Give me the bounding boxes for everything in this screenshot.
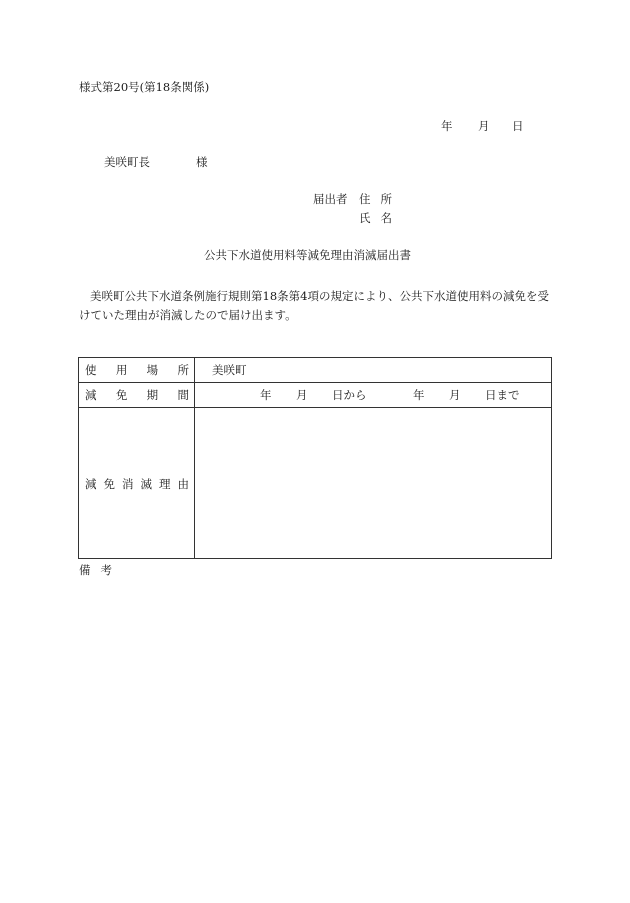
label-char: 滅 — [140, 477, 152, 491]
address-label: 住所 — [359, 192, 402, 206]
form-table — [78, 357, 552, 559]
label-char: 由 — [177, 477, 189, 491]
name-label: 氏名 — [359, 211, 402, 225]
label-char: 用 — [115, 363, 128, 377]
label-char: 所 — [177, 363, 189, 377]
period-from-year: 年 — [260, 388, 272, 402]
addressee-name: 美咲町長 — [104, 155, 150, 169]
label-char: 使 — [85, 363, 97, 377]
period-to-day: 日まで — [485, 388, 520, 402]
label-char: 理 — [159, 477, 171, 491]
location-value: 美咲町 — [212, 363, 247, 377]
filer-label: 届出者 — [313, 192, 348, 206]
row-divider — [79, 382, 551, 383]
period-from-day: 日から — [332, 388, 367, 402]
label-char: 消 — [122, 477, 134, 491]
body-text: 美咲町公共下水道条例施行規則第18条第4項の規定により、公共下水道使用料の減免を受けていた理由が消滅したので届け出ます。 — [79, 289, 549, 322]
label-char: 場 — [146, 363, 159, 377]
label-char: 間 — [177, 388, 189, 402]
reason-label — [85, 479, 189, 491]
document-title: 公共下水道使用料等減免理由消滅届出書 — [204, 248, 411, 262]
label-char: 減 — [85, 388, 97, 402]
period-to-year: 年 — [413, 388, 425, 402]
form-number: 様式第20号(第18条関係) — [79, 80, 210, 94]
date-day-label: 日 — [512, 119, 524, 133]
addressee-honorific: 様 — [196, 155, 208, 169]
period-to-month: 月 — [449, 388, 461, 402]
period-from-month: 月 — [296, 388, 308, 402]
label-char: 免 — [103, 477, 115, 491]
period-label — [85, 390, 189, 402]
row-divider — [79, 407, 551, 408]
column-divider — [194, 358, 195, 558]
remarks-label: 備考 — [79, 563, 122, 577]
location-label — [85, 365, 189, 377]
date-year-label: 年 — [441, 119, 453, 133]
label-char: 免 — [115, 388, 128, 402]
label-char: 減 — [85, 477, 97, 491]
label-char: 期 — [146, 388, 159, 402]
date-month-label: 月 — [478, 119, 490, 133]
